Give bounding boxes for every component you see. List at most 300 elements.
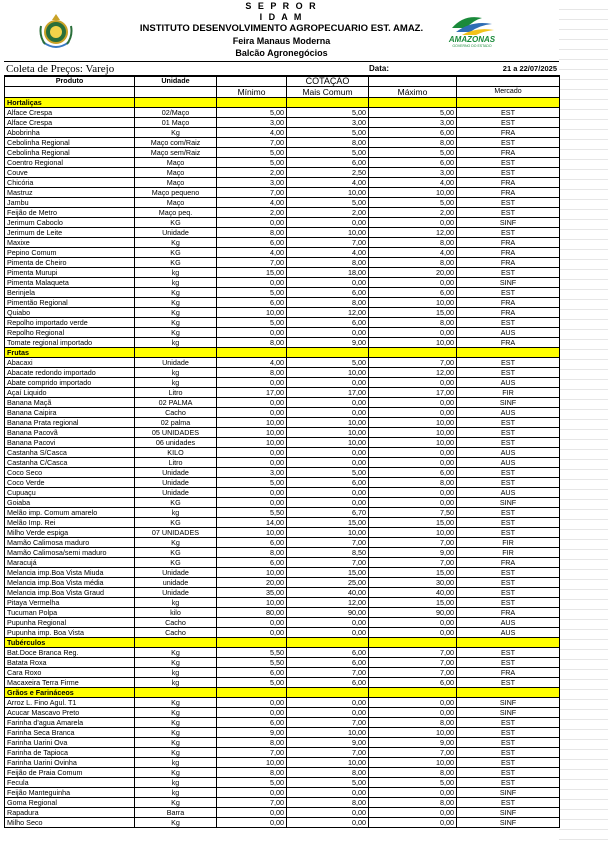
cell-unidade: 05 UNIDADES <box>135 428 217 438</box>
cell-minimo: 9,00 <box>217 728 287 738</box>
table-row <box>5 458 560 468</box>
blank-cell <box>457 638 560 648</box>
cell-unidade: Kg <box>135 718 217 728</box>
cell-maximo: 5,00 <box>369 108 457 118</box>
table-row <box>5 158 560 168</box>
cell-minimo: 2,00 <box>217 168 287 178</box>
table-row <box>5 558 560 568</box>
cell-mais-comum: 5,00 <box>287 198 369 208</box>
cell-mercado: EST <box>457 268 560 278</box>
cell-mercado: SINF <box>457 818 560 828</box>
cell-mercado: AUS <box>457 488 560 498</box>
cell-mercado: FRA <box>457 128 560 138</box>
cell-maximo: 10,00 <box>369 758 457 768</box>
cell-produto: Milho Verde espiga <box>5 528 135 538</box>
cell-maximo: 0,00 <box>369 408 457 418</box>
cell-produto: Repolho Regional <box>5 328 135 338</box>
cell-produto: Abobrinha <box>5 128 135 138</box>
blank-cell <box>5 87 135 98</box>
col-header-maximo: Máximo <box>369 87 457 98</box>
cell-unidade: Barra <box>135 808 217 818</box>
cell-minimo: 10,00 <box>217 528 287 538</box>
cell-mercado: EST <box>457 108 560 118</box>
table-row <box>5 298 560 308</box>
blank-cell <box>287 638 369 648</box>
cell-unidade: KG <box>135 548 217 558</box>
cell-unidade: KILO <box>135 448 217 458</box>
cell-mercado: EST <box>457 598 560 608</box>
cell-produto: Chicória <box>5 178 135 188</box>
table-row <box>5 788 560 798</box>
cell-mercado: SINF <box>457 808 560 818</box>
logo-subtitle: GOVERNO DO ESTADO <box>452 44 492 48</box>
cell-maximo: 0,00 <box>369 788 457 798</box>
blank-cell <box>135 98 217 108</box>
cell-unidade: Kg <box>135 538 217 548</box>
cell-produto: Abacate redondo importado <box>5 368 135 378</box>
cell-mercado: EST <box>457 678 560 688</box>
cell-maximo: 0,00 <box>369 498 457 508</box>
table-row <box>5 748 560 758</box>
cell-mais-comum: 0,00 <box>287 448 369 458</box>
cell-mercado: EST <box>457 738 560 748</box>
cell-mercado: EST <box>457 198 560 208</box>
cell-maximo: 0,00 <box>369 488 457 498</box>
cell-maximo: 2,00 <box>369 208 457 218</box>
cell-unidade: 06 unidades <box>135 438 217 448</box>
table-row <box>5 278 560 288</box>
cell-produto: Jambu <box>5 198 135 208</box>
cell-minimo: 8,00 <box>217 368 287 378</box>
cell-maximo: 6,00 <box>369 288 457 298</box>
cell-unidade: Unidade <box>135 358 217 368</box>
table-row <box>5 248 560 258</box>
cell-maximo: 0,00 <box>369 218 457 228</box>
cell-maximo: 10,00 <box>369 428 457 438</box>
cell-minimo: 0,00 <box>217 488 287 498</box>
cell-produto: Cebolinha Regional <box>5 148 135 158</box>
blank-cell <box>457 76 560 87</box>
cell-mercado: EST <box>457 718 560 728</box>
cell-maximo: 15,00 <box>369 518 457 528</box>
cell-mercado: FIR <box>457 388 560 398</box>
cell-unidade: KG <box>135 248 217 258</box>
cell-minimo: 8,00 <box>217 738 287 748</box>
header-line-1: S E P R O R <box>245 1 318 11</box>
cell-produto: Pupunha imp. Boa Vista <box>5 628 135 638</box>
cell-minimo: 14,00 <box>217 518 287 528</box>
cell-mercado: EST <box>457 168 560 178</box>
cell-minimo: 8,00 <box>217 228 287 238</box>
cell-maximo: 0,00 <box>369 808 457 818</box>
cell-mais-comum: 7,00 <box>287 668 369 678</box>
amazonas-logo <box>444 12 500 52</box>
price-table <box>4 75 560 828</box>
cell-produto: Banana Prata regional <box>5 418 135 428</box>
cell-minimo: 0,00 <box>217 618 287 628</box>
cell-mercado: FRA <box>457 178 560 188</box>
cell-maximo: 40,00 <box>369 588 457 598</box>
cell-minimo: 4,00 <box>217 198 287 208</box>
cell-produto: Tucuman Polpa <box>5 608 135 618</box>
category-label: Frutas <box>5 348 135 358</box>
cell-unidade: Cacho <box>135 618 217 628</box>
cell-mais-comum: 5,00 <box>287 468 369 478</box>
cell-produto: Banana Pacovã <box>5 428 135 438</box>
table-row <box>5 678 560 688</box>
blank-cell <box>135 87 217 98</box>
cell-maximo: 10,00 <box>369 528 457 538</box>
cell-produto: Repolho importado verde <box>5 318 135 328</box>
cell-mercado: FRA <box>457 188 560 198</box>
blank-cell <box>287 348 369 358</box>
cell-mais-comum: 0,00 <box>287 818 369 828</box>
cell-mais-comum: 0,00 <box>287 698 369 708</box>
cell-produto: Goma Regional <box>5 798 135 808</box>
cell-mercado: EST <box>457 648 560 658</box>
table-header-row <box>5 76 560 87</box>
table-row <box>5 318 560 328</box>
cell-minimo: 0,00 <box>217 698 287 708</box>
cell-mercado: EST <box>457 528 560 538</box>
cell-maximo: 0,00 <box>369 818 457 828</box>
cell-minimo: 3,00 <box>217 118 287 128</box>
cell-mercado: EST <box>457 588 560 598</box>
category-label: Tubérculos <box>5 638 135 648</box>
cell-mercado: FRA <box>457 238 560 248</box>
cell-mercado: AUS <box>457 448 560 458</box>
cell-maximo: 8,00 <box>369 718 457 728</box>
cell-mais-comum: 0,00 <box>287 218 369 228</box>
cell-mais-comum: 0,00 <box>287 618 369 628</box>
cell-minimo: 0,00 <box>217 808 287 818</box>
cell-produto: Batata Roxa <box>5 658 135 668</box>
cell-mais-comum: 8,50 <box>287 548 369 558</box>
table-row <box>5 528 560 538</box>
cell-mercado: FRA <box>457 258 560 268</box>
cell-produto: Feijão Manteguinha <box>5 788 135 798</box>
blank-cell <box>457 98 560 108</box>
cell-produto: Pimenta de Cheiro <box>5 258 135 268</box>
table-row <box>5 108 560 118</box>
cell-minimo: 6,00 <box>217 668 287 678</box>
cell-mais-comum: 8,00 <box>287 138 369 148</box>
cell-minimo: 0,00 <box>217 458 287 468</box>
cell-minimo: 20,00 <box>217 578 287 588</box>
cell-mais-comum: 0,00 <box>287 278 369 288</box>
cell-mercado: FRA <box>457 338 560 348</box>
category-row <box>5 98 560 108</box>
table-row <box>5 168 560 178</box>
cell-mais-comum: 9,00 <box>287 738 369 748</box>
cell-unidade: Kg <box>135 658 217 668</box>
cell-produto: Mamão Calimosa/semi maduro <box>5 548 135 558</box>
cell-minimo: 10,00 <box>217 418 287 428</box>
cell-minimo: 5,50 <box>217 648 287 658</box>
cell-mais-comum: 0,00 <box>287 408 369 418</box>
header-line-2: I D A M <box>259 12 304 22</box>
cell-produto: Pepino Comum <box>5 248 135 258</box>
cell-unidade: Litro <box>135 458 217 468</box>
table-row <box>5 138 560 148</box>
cell-mercado: EST <box>457 778 560 788</box>
table-row <box>5 618 560 628</box>
cell-maximo: 5,00 <box>369 778 457 788</box>
cell-mais-comum: 18,00 <box>287 268 369 278</box>
table-row <box>5 208 560 218</box>
cell-maximo: 7,00 <box>369 358 457 368</box>
table-row <box>5 698 560 708</box>
cell-maximo: 0,00 <box>369 448 457 458</box>
cell-unidade: KG <box>135 258 217 268</box>
cell-mercado: FRA <box>457 148 560 158</box>
table-row <box>5 368 560 378</box>
table-row <box>5 148 560 158</box>
cell-mais-comum: 8,00 <box>287 768 369 778</box>
cell-minimo: 0,00 <box>217 498 287 508</box>
blank-cell <box>217 76 287 87</box>
cell-mais-comum: 0,00 <box>287 458 369 468</box>
header-desk: Balcão Agronegócios <box>235 48 328 58</box>
table-row <box>5 228 560 238</box>
table-row <box>5 798 560 808</box>
table-subheader-row <box>5 87 560 98</box>
cell-mais-comum: 4,00 <box>287 178 369 188</box>
cell-mercado: EST <box>457 368 560 378</box>
cell-maximo: 7,50 <box>369 508 457 518</box>
cell-maximo: 0,00 <box>369 618 457 628</box>
cell-unidade: Maço com/Raiz <box>135 138 217 148</box>
table-row <box>5 538 560 548</box>
cell-mais-comum: 5,00 <box>287 128 369 138</box>
blank-cell <box>217 98 287 108</box>
cell-produto: Castanha S/Casca <box>5 448 135 458</box>
category-row <box>5 638 560 648</box>
blank-cell <box>287 98 369 108</box>
cell-maximo: 7,00 <box>369 538 457 548</box>
cell-mais-comum: 10,00 <box>287 728 369 738</box>
cell-mercado: FRA <box>457 608 560 618</box>
cell-unidade: kg <box>135 278 217 288</box>
table-row <box>5 568 560 578</box>
table-row <box>5 218 560 228</box>
cell-mais-comum: 0,00 <box>287 788 369 798</box>
cell-unidade: kg <box>135 778 217 788</box>
table-row <box>5 738 560 748</box>
cell-mais-comum: 5,00 <box>287 778 369 788</box>
table-row <box>5 668 560 678</box>
cell-mais-comum: 0,00 <box>287 488 369 498</box>
cell-mais-comum: 10,00 <box>287 368 369 378</box>
cell-mais-comum: 7,00 <box>287 238 369 248</box>
cell-produto: Tomate regional importado <box>5 338 135 348</box>
cell-produto: Coco Verde <box>5 478 135 488</box>
cell-unidade: Kg <box>135 288 217 298</box>
col-header-cotacao: COTAÇÃO <box>287 76 369 87</box>
cell-mercado: EST <box>457 318 560 328</box>
cell-produto: Goiaba <box>5 498 135 508</box>
cell-mais-comum: 9,00 <box>287 338 369 348</box>
table-row <box>5 818 560 828</box>
table-row <box>5 408 560 418</box>
table-row <box>5 438 560 448</box>
cell-minimo: 0,00 <box>217 328 287 338</box>
cell-minimo: 4,00 <box>217 128 287 138</box>
cell-mercado: EST <box>457 508 560 518</box>
blank-cell <box>135 348 217 358</box>
cell-mais-comum: 90,00 <box>287 608 369 618</box>
cell-mercado: EST <box>457 728 560 738</box>
cell-maximo: 0,00 <box>369 398 457 408</box>
cell-unidade: Kg <box>135 818 217 828</box>
cell-mais-comum: 6,00 <box>287 288 369 298</box>
cell-mercado: EST <box>457 768 560 778</box>
cell-mais-comum: 5,00 <box>287 108 369 118</box>
cell-produto: Macaxeira Terra Firme <box>5 678 135 688</box>
table-row <box>5 418 560 428</box>
cell-maximo: 30,00 <box>369 578 457 588</box>
cell-unidade: Kg <box>135 798 217 808</box>
cell-minimo: 2,00 <box>217 208 287 218</box>
cell-unidade: Kg <box>135 708 217 718</box>
table-row <box>5 308 560 318</box>
cell-mercado: SINF <box>457 498 560 508</box>
cell-produto: Pimentão Regional <box>5 298 135 308</box>
category-row <box>5 688 560 698</box>
cell-unidade: kg <box>135 598 217 608</box>
cell-produto: Melão Imp. Rei <box>5 518 135 528</box>
table-row <box>5 548 560 558</box>
cell-unidade: Kg <box>135 298 217 308</box>
cell-minimo: 10,00 <box>217 428 287 438</box>
cell-produto: Fecula <box>5 778 135 788</box>
category-label: Hortaliças <box>5 98 135 108</box>
cell-maximo: 4,00 <box>369 248 457 258</box>
cell-mercado: FRA <box>457 668 560 678</box>
cell-unidade: kg <box>135 668 217 678</box>
cell-mais-comum: 10,00 <box>287 438 369 448</box>
cell-mais-comum: 6,00 <box>287 678 369 688</box>
table-row <box>5 448 560 458</box>
cell-produto: Cupuaçu <box>5 488 135 498</box>
cell-minimo: 5,00 <box>217 478 287 488</box>
cell-mais-comum: 10,00 <box>287 418 369 428</box>
cell-unidade: Kg <box>135 648 217 658</box>
cell-unidade: Maço pequeno <box>135 188 217 198</box>
collection-title: Coleta de Preços: Varejo <box>6 63 115 75</box>
cell-mercado: EST <box>457 758 560 768</box>
cell-mais-comum: 2,00 <box>287 208 369 218</box>
table-row <box>5 648 560 658</box>
cell-unidade: Maço <box>135 158 217 168</box>
cell-maximo: 0,00 <box>369 328 457 338</box>
table-row <box>5 488 560 498</box>
table-row <box>5 258 560 268</box>
cell-unidade: kg <box>135 758 217 768</box>
col-header-mercado: Mercado <box>457 87 560 98</box>
cell-minimo: 5,50 <box>217 508 287 518</box>
cell-produto: Cebolinha Regional <box>5 138 135 148</box>
cell-mercado: EST <box>457 118 560 128</box>
cell-mais-comum: 8,00 <box>287 798 369 808</box>
cell-minimo: 0,00 <box>217 448 287 458</box>
cell-produto: Rapadura <box>5 808 135 818</box>
cell-maximo: 17,00 <box>369 388 457 398</box>
cell-unidade: kg <box>135 368 217 378</box>
cell-mercado: SINF <box>457 788 560 798</box>
table-row <box>5 598 560 608</box>
cell-minimo: 4,00 <box>217 248 287 258</box>
cell-produto: Banana Caipira <box>5 408 135 418</box>
cell-mais-comum: 6,70 <box>287 508 369 518</box>
col-header-produto: Produto <box>5 76 135 87</box>
blank-cell <box>369 98 457 108</box>
cell-unidade: Kg <box>135 738 217 748</box>
cell-produto: Cara Roxo <box>5 668 135 678</box>
cell-produto: Melancia imp.Boa Vista média <box>5 578 135 588</box>
cell-mercado: AUS <box>457 628 560 638</box>
cell-unidade: kg <box>135 338 217 348</box>
cell-unidade: kg <box>135 268 217 278</box>
cell-mercado: EST <box>457 748 560 758</box>
table-row <box>5 358 560 368</box>
table-row <box>5 768 560 778</box>
table-row <box>5 478 560 488</box>
blank-cell <box>217 688 287 698</box>
cell-maximo: 6,00 <box>369 468 457 478</box>
cell-maximo: 15,00 <box>369 308 457 318</box>
cell-produto: Açaí Liquido <box>5 388 135 398</box>
cell-mercado: AUS <box>457 328 560 338</box>
cell-minimo: 5,00 <box>217 288 287 298</box>
cell-minimo: 0,00 <box>217 398 287 408</box>
cell-mercado: EST <box>457 158 560 168</box>
price-sheet <box>4 0 559 827</box>
cell-maximo: 10,00 <box>369 418 457 428</box>
cell-unidade: KG <box>135 498 217 508</box>
cell-maximo: 15,00 <box>369 568 457 578</box>
cell-unidade: Maço peq. <box>135 208 217 218</box>
cell-produto: Acucar Mascavo Preto <box>5 708 135 718</box>
cell-unidade: kg <box>135 378 217 388</box>
category-label: Grãos e Farináceos <box>5 688 135 698</box>
cell-mercado: AUS <box>457 618 560 628</box>
cell-produto: Abate comprido importado <box>5 378 135 388</box>
cell-minimo: 0,00 <box>217 818 287 828</box>
cell-mais-comum: 40,00 <box>287 588 369 598</box>
cell-produto: Milho Seco <box>5 818 135 828</box>
blank-cell <box>217 348 287 358</box>
table-row <box>5 578 560 588</box>
cell-produto: Abacaxi <box>5 358 135 368</box>
cell-maximo: 6,00 <box>369 678 457 688</box>
cell-produto: Feijão de Metro <box>5 208 135 218</box>
cell-minimo: 3,00 <box>217 468 287 478</box>
cell-mercado: SINF <box>457 278 560 288</box>
table-row <box>5 428 560 438</box>
cell-maximo: 7,00 <box>369 558 457 568</box>
cell-mercado: EST <box>457 418 560 428</box>
cell-unidade: 02/Maço <box>135 108 217 118</box>
cell-produto: Pitaya Vermelha <box>5 598 135 608</box>
cell-unidade: KG <box>135 218 217 228</box>
cell-mais-comum: 7,00 <box>287 538 369 548</box>
cell-produto: Mamão Calimosa maduro <box>5 538 135 548</box>
blank-cell <box>369 348 457 358</box>
cell-produto: Arroz L. Fino Agul. T1 <box>5 698 135 708</box>
table-row <box>5 328 560 338</box>
cell-unidade: Unidade <box>135 568 217 578</box>
